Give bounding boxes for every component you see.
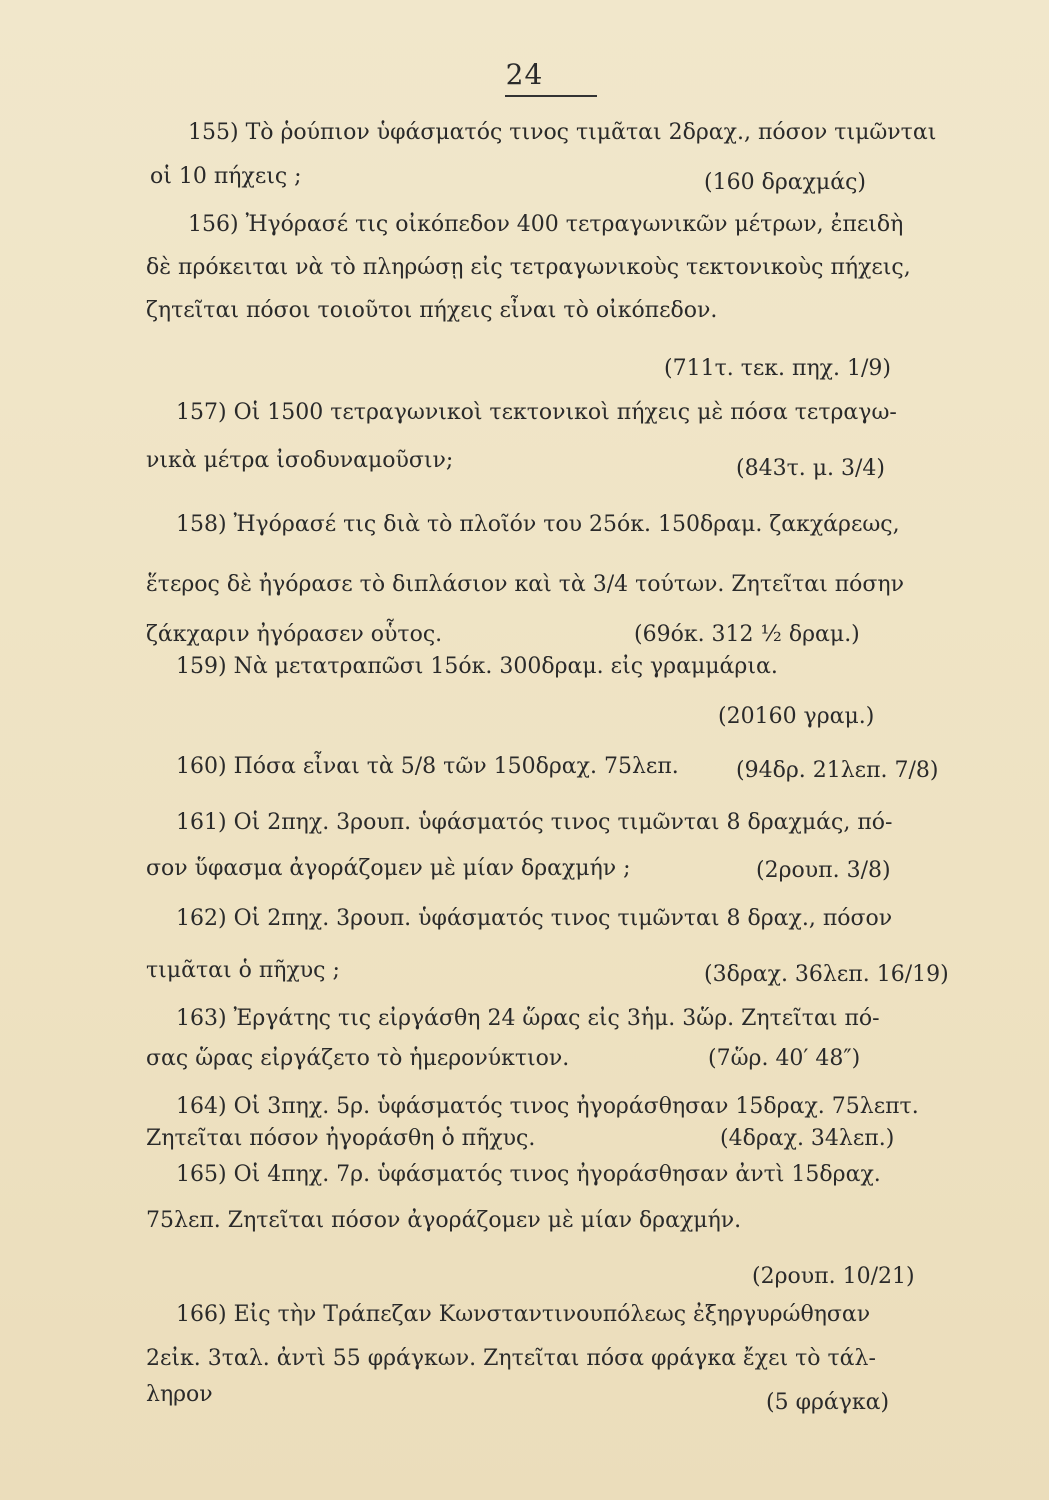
problem-155-line-2: οἱ 10 πήχεις ; [150,164,302,189]
problem-157-line-2: νικὰ μέτρα ἰσοδυναμοῦσιν; [146,448,454,473]
answer-160: (94δρ. 21λεπ. 7/8) [736,758,939,783]
problem-159-line-1: 159) Νὰ μετατραπῶσι 15όκ. 300δραμ. εἰς γραμμάρια. [176,654,778,679]
problem-164-line-1: 164) Οἱ 3πηχ. 5ρ. ὑφάσματός τινος ἠγοράσθησαν 15δραχ. 75λεπτ. [176,1094,919,1119]
problem-165-line-1: 165) Οἱ 4πηχ. 7ρ. ὑφάσματός τινος ἠγοράσθησαν ἀντὶ 15δραχ. [176,1162,881,1187]
answer-156: (711τ. τεκ. πηχ. 1/9) [664,356,891,381]
problem-156-line-1: 156) Ἠγόρασέ τις οἰκόπεδον 400 τετραγωνικῶν μέτρων, ἐπειδὴ [188,212,904,237]
problem-161-line-1: 161) Οἱ 2πηχ. 3ρουπ. ὑφάσματός τινος τιμῶνται 8 δραχμάς, πό- [176,810,893,835]
answer-159: (20160 γραμ.) [718,704,875,729]
answer-165: (2ρουπ. 10/21) [752,1264,915,1289]
problem-157-line-1: 157) Οἱ 1500 τετραγωνικοὶ τεκτονικοὶ πήχεις μὲ πόσα τετραγω- [176,400,897,425]
answer-162: (3δραχ. 36λεπ. 16/19) [704,962,949,987]
problem-163-line-1: 163) Ἐργάτης τις εἰργάσθη 24 ὥρας εἰς 3ἡμ. 3ὥρ. Ζητεῖται πό- [176,1006,880,1031]
problem-166-line-1: 166) Εἰς τὴν Τράπεζαν Κωνσταντινουπόλεως ἐξηργυρώθησαν [176,1302,871,1327]
answer-158: (69όκ. 312 ½ δραμ.) [634,622,860,647]
problem-160-line-1: 160) Πόσα εἶναι τὰ 5/8 τῶν 150δραχ. 75λεπ. [176,754,679,779]
problem-158-line-1: 158) Ἠγόρασέ τις διὰ τὸ πλοῖόν του 25όκ. 150δραμ. ζακχάρεως, [176,512,900,537]
answer-155: (160 δραχμάς) [704,170,866,195]
problem-166-line-3: ληρον [146,1382,213,1407]
problem-155-line-1: 155) Τὸ ῥούπιον ὑφάσματός τινος τιμᾶται 2δραχ., πόσον τιμῶνται [188,120,937,145]
page-number: 24 [505,58,544,91]
page-number-rule [505,95,597,97]
answer-166: (5 φράγκα) [766,1390,890,1415]
problem-165-line-2: 75λεπ. Ζητεῖται πόσον ἀγοράζομεν μὲ μίαν δραχμήν. [146,1208,742,1233]
problem-162-line-2: τιμᾶται ὁ πῆχυς ; [146,958,340,983]
problem-158-line-3: ζάκχαριν ἠγόρασεν οὗτος. [146,622,443,647]
problem-166-line-2: 2εἰκ. 3ταλ. ἀντὶ 55 φράγκων. Ζητεῖται πόσα φράγκα ἔχει τὸ τάλ- [146,1346,876,1371]
problem-156-line-3: ζητεῖται πόσοι τοιοῦτοι πήχεις εἶναι τὸ οἰκόπεδον. [146,298,718,323]
answer-157: (843τ. μ. 3/4) [736,456,886,481]
problem-164-line-2: Ζητεῖται πόσον ἠγοράσθη ὁ πῆχυς. [146,1126,536,1151]
problem-162-line-1: 162) Οἱ 2πηχ. 3ρουπ. ὑφάσματός τινος τιμῶνται 8 δραχ., πόσον [176,906,893,931]
answer-164: (4δραχ. 34λεπ.) [720,1126,895,1151]
problem-163-line-2: σας ὥρας εἰργάζετο τὸ ἡμερονύκτιον. [146,1046,570,1071]
answer-161: (2ρουπ. 3/8) [756,858,891,883]
problem-161-line-2: σον ὕφασμα ἀγοράζομεν μὲ μίαν δραχμήν ; [146,856,631,881]
problem-156-line-2: δὲ πρόκειται νὰ τὸ πληρώσῃ εἰς τετραγωνικοὺς τεκτονικοὺς πήχεις, [146,255,911,280]
problem-158-line-2: ἕτερος δὲ ἠγόρασε τὸ διπλάσιον καὶ τὰ 3/4 τούτων. Ζητεῖται πόσην [146,572,904,597]
answer-163: (7ὥρ. 40′ 48″) [708,1046,861,1071]
